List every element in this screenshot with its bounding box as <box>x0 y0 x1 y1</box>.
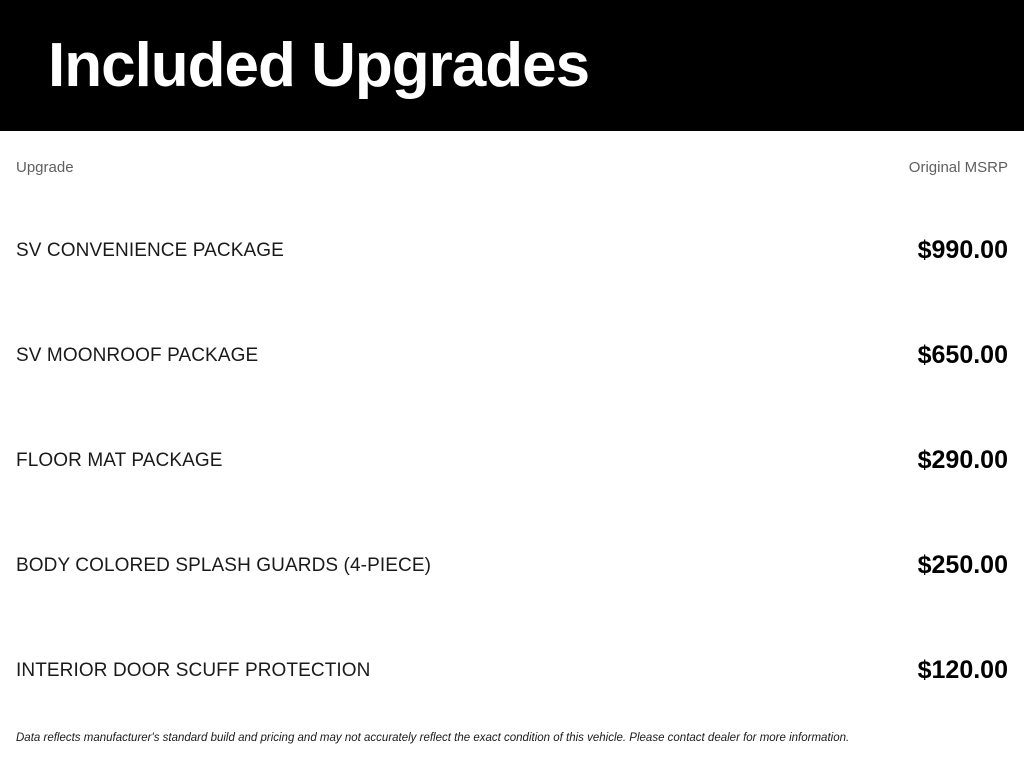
page-title: Included Upgrades <box>48 30 590 100</box>
upgrade-price: $120.00 <box>917 656 1008 684</box>
table-row <box>16 513 1008 618</box>
table-header-row <box>16 159 1008 176</box>
upgrade-price: $990.00 <box>917 236 1008 264</box>
upgrade-name: BODY COLORED SPLASH GUARDS (4-PIECE) <box>16 554 432 576</box>
column-header-upgrade: Upgrade <box>16 159 74 176</box>
upgrade-price: $250.00 <box>917 551 1008 579</box>
upgrade-price: $290.00 <box>917 446 1008 474</box>
disclaimer-text: Data reflects manufacturer's standard build and pricing and may not accurately reflect the exact condition of this vehicle. Please contact dealer for more information. <box>16 732 850 744</box>
upgrade-name: FLOOR MAT PACKAGE <box>16 449 223 471</box>
table-row <box>16 408 1008 513</box>
upgrade-name: SV MOONROOF PACKAGE <box>16 344 259 366</box>
table-row <box>16 303 1008 408</box>
upgrade-name: INTERIOR DOOR SCUFF PROTECTION <box>16 659 371 681</box>
table-row <box>16 618 1008 723</box>
upgrades-content <box>0 131 1024 768</box>
table-row <box>16 198 1008 303</box>
upgrade-name: SV CONVENIENCE PACKAGE <box>16 239 284 261</box>
column-header-msrp: Original MSRP <box>908 159 1008 176</box>
page-header <box>0 0 1024 131</box>
upgrade-price: $650.00 <box>917 341 1008 369</box>
upgrades-table <box>16 198 1008 723</box>
